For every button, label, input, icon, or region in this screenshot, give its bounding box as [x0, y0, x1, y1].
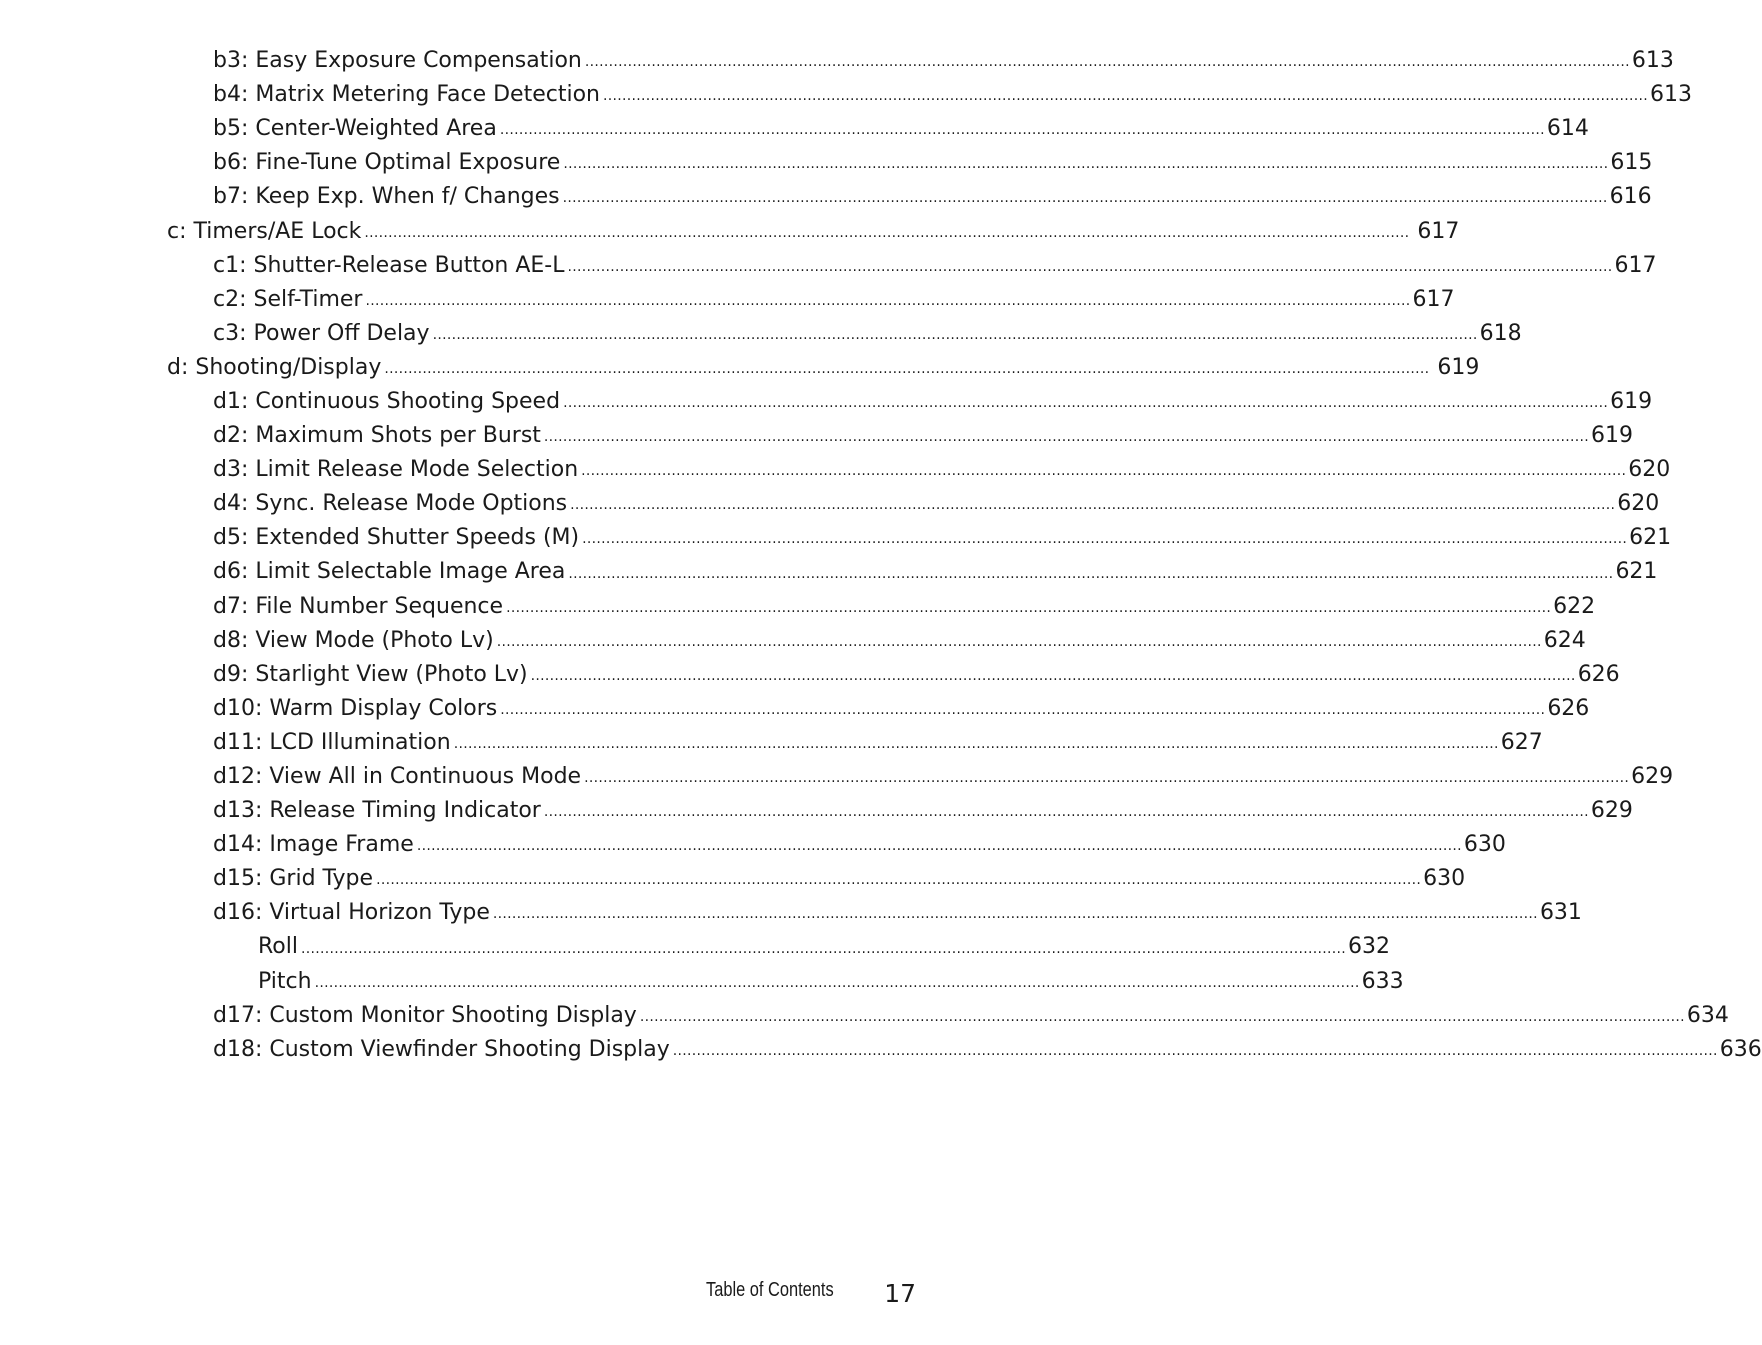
toc-entry-page: 630: [1423, 866, 1466, 892]
toc-entry[interactable]: [0, 487, 1660, 521]
toc-entry-page: 618: [1479, 320, 1522, 346]
toc-entry-page: 621: [1615, 559, 1658, 585]
toc-dot-leader: ............................................................................................................................................................................................................................: [639, 1008, 1685, 1025]
toc-section-entry[interactable]: [0, 214, 1460, 248]
toc-entry-title: d18: Custom Viewfinder Shooting Display: [213, 1036, 670, 1062]
toc-entry[interactable]: [0, 180, 1652, 214]
toc-dot-leader: ............................................................................................................................................................................................................................: [672, 1042, 1718, 1059]
toc-dot-leader: ............................................................................................................................................................................................................................: [581, 463, 1627, 480]
toc-entry[interactable]: [0, 521, 1672, 555]
toc-entry-title: d6: Limit Selectable Image Area: [213, 559, 566, 585]
toc-dot-leader: ............................................................................................................................................................................................................................: [543, 429, 1589, 446]
toc-entry-page: 617: [1417, 218, 1460, 244]
toc-entry[interactable]: [0, 930, 1391, 964]
toc-entry-title: d12: View All in Continuous Mode: [213, 764, 582, 790]
toc-entry-page: 630: [1463, 832, 1506, 858]
toc-dot-leader: ............................................................................................................................................................................................................................: [496, 633, 1542, 650]
toc-entry-title: d9: Starlight View (Photo Lv): [213, 661, 528, 687]
toc-dot-leader: ............................................................................................................................................................................................................................: [543, 804, 1589, 821]
toc-entry-page: 614: [1546, 116, 1589, 142]
toc-entry[interactable]: [0, 862, 1466, 896]
toc-entry-page: 619: [1610, 388, 1653, 414]
toc-entry-page: 620: [1617, 491, 1660, 517]
toc-entry-page: 632: [1348, 934, 1391, 960]
toc-entry-title: b6: Fine-Tune Optimal Exposure: [213, 150, 561, 176]
toc-entry-title: d4: Sync. Release Mode Options: [213, 491, 568, 517]
toc-entry-page: 636: [1719, 1036, 1762, 1062]
toc-entry-title: d8: View Mode (Photo Lv): [213, 627, 494, 653]
footer-page-number: 17: [884, 1279, 916, 1308]
toc-entry-page: 627: [1500, 729, 1543, 755]
toc-entry-title: d11: LCD Illumination: [213, 729, 451, 755]
toc-entry-title: d5: Extended Shutter Speeds (M): [213, 525, 580, 551]
toc-entry[interactable]: [0, 794, 1633, 828]
toc-entry-title: d10: Warm Display Colors: [213, 695, 498, 721]
toc-entry-title: d16: Virtual Horizon Type: [213, 900, 490, 926]
toc-dot-leader: ............................................................................................................................................................................................................................: [530, 667, 1576, 684]
toc-entry-title: b7: Keep Exp. When f/ Changes: [213, 184, 560, 210]
toc-dot-leader: ............................................................................................................................................................................................................................: [499, 122, 1545, 139]
toc-entry-title: d: Shooting/Display: [167, 354, 382, 380]
toc-entry[interactable]: [0, 146, 1653, 180]
toc-entry[interactable]: [0, 385, 1653, 419]
toc-entry-title: d13: Release Timing Indicator: [213, 798, 541, 824]
toc-section-entry[interactable]: [0, 351, 1480, 385]
toc-entry-page: 613: [1631, 48, 1674, 74]
toc-entry-title: c2: Self-Timer: [213, 286, 363, 312]
toc-entry-title: b3: Easy Exposure Compensation: [213, 48, 582, 74]
toc-entry-page: 624: [1543, 627, 1586, 653]
toc-dot-leader: ............................................................................................................................................................................................................................: [416, 838, 1462, 855]
toc-dot-leader: ............................................................................................................................................................................................................................: [432, 326, 1478, 343]
toc-dot-leader: ............................................................................................................................................................................................................................: [602, 88, 1649, 105]
toc-entry-page: 634: [1686, 1002, 1729, 1028]
toc-entry[interactable]: [0, 249, 1657, 283]
toc-entry-title: d2: Maximum Shots per Burst: [213, 423, 541, 449]
toc-entry[interactable]: [0, 726, 1543, 760]
toc-entry[interactable]: [0, 78, 1693, 112]
toc-entry[interactable]: [0, 896, 1582, 930]
toc-dot-leader: ............................................................................................................................................................................................................................: [300, 940, 1347, 957]
toc-entry[interactable]: [0, 317, 1522, 351]
toc-entry-page: 613: [1650, 82, 1693, 108]
toc-dot-leader: ............................................................................................................................................................................................................................: [453, 735, 1499, 752]
toc-dot-leader: ............................................................................................................................................................................................................................: [384, 360, 1430, 377]
toc-dot-leader: ............................................................................................................................................................................................................................: [376, 872, 1422, 889]
toc-entry[interactable]: [0, 999, 1729, 1033]
toc-entry[interactable]: [0, 419, 1633, 453]
toc-entry[interactable]: [0, 590, 1596, 624]
toc-dot-leader: ............................................................................................................................................................................................................................: [582, 531, 1628, 548]
toc-entry[interactable]: [0, 624, 1586, 658]
toc-entry-page: 617: [1412, 286, 1455, 312]
toc-entry-title: d1: Continuous Shooting Speed: [213, 388, 561, 414]
toc-entry-page: 620: [1628, 457, 1671, 483]
toc-dot-leader: ............................................................................................................................................................................................................................: [492, 906, 1538, 923]
toc-entry-title: c: Timers/AE Lock: [167, 218, 362, 244]
toc-dot-leader: ............................................................................................................................................................................................................................: [584, 54, 1630, 71]
toc-entry-page: 633: [1361, 968, 1404, 994]
toc-dot-leader: ............................................................................................................................................................................................................................: [568, 565, 1614, 582]
toc-dot-leader: ............................................................................................................................................................................................................................: [563, 156, 1609, 173]
toc-entry-page: 616: [1609, 184, 1652, 210]
toc-entry-title: d14: Image Frame: [213, 832, 414, 858]
toc-entry[interactable]: [0, 692, 1590, 726]
toc-entry-page: 621: [1629, 525, 1672, 551]
toc-dot-leader: ............................................................................................................................................................................................................................: [364, 224, 1410, 241]
toc-entry-page: 629: [1590, 798, 1633, 824]
toc-dot-leader: ............................................................................................................................................................................................................................: [500, 701, 1546, 718]
toc-entry-page: 626: [1547, 695, 1590, 721]
page-footer: [0, 1275, 954, 1315]
toc-entry-page: 631: [1539, 900, 1582, 926]
toc-entry-title: Roll: [258, 934, 298, 960]
toc-entry-title: Pitch: [258, 968, 312, 994]
toc-dot-leader: ............................................................................................................................................................................................................................: [314, 974, 1360, 991]
toc-entry[interactable]: [0, 555, 1658, 589]
toc-entry[interactable]: [0, 453, 1671, 487]
toc-entry[interactable]: [0, 658, 1620, 692]
toc-entry-page: 615: [1610, 150, 1653, 176]
table-of-contents: [0, 44, 1762, 1067]
toc-entry[interactable]: [0, 112, 1589, 146]
toc-entry[interactable]: [0, 760, 1674, 794]
toc-dot-leader: ............................................................................................................................................................................................................................: [563, 395, 1609, 412]
toc-entry-page: 622: [1553, 593, 1596, 619]
toc-dot-leader: ............................................................................................................................................................................................................................: [567, 258, 1613, 275]
toc-entry-title: d3: Limit Release Mode Selection: [213, 457, 579, 483]
toc-entry-title: c1: Shutter-Release Button AE-L: [213, 252, 565, 278]
toc-dot-leader: ............................................................................................................................................................................................................................: [365, 292, 1411, 309]
toc-entry-page: 617: [1614, 252, 1657, 278]
footer-section-label: Table of Contents: [706, 1279, 834, 1301]
toc-entry[interactable]: [0, 1033, 1762, 1067]
toc-entry-page: 619: [1590, 423, 1633, 449]
toc-entry[interactable]: [0, 965, 1404, 999]
toc-entry[interactable]: [0, 283, 1455, 317]
toc-entry-title: d7: File Number Sequence: [213, 593, 504, 619]
toc-entry[interactable]: [0, 44, 1674, 78]
toc-entry-page: 619: [1437, 354, 1480, 380]
toc-entry-title: b4: Matrix Metering Face Detection: [213, 82, 600, 108]
toc-entry-title: b5: Center-Weighted Area: [213, 116, 497, 142]
toc-entry-title: c3: Power Off Delay: [213, 320, 430, 346]
toc-entry[interactable]: [0, 828, 1506, 862]
toc-dot-leader: ............................................................................................................................................................................................................................: [570, 497, 1616, 514]
toc-entry-title: d15: Grid Type: [213, 866, 374, 892]
toc-entry-title: d17: Custom Monitor Shooting Display: [213, 1002, 637, 1028]
toc-dot-leader: ............................................................................................................................................................................................................................: [562, 190, 1608, 207]
toc-dot-leader: ............................................................................................................................................................................................................................: [584, 770, 1630, 787]
toc-entry-page: 626: [1577, 661, 1620, 687]
toc-dot-leader: ............................................................................................................................................................................................................................: [506, 599, 1552, 616]
toc-entry-page: 629: [1631, 764, 1674, 790]
